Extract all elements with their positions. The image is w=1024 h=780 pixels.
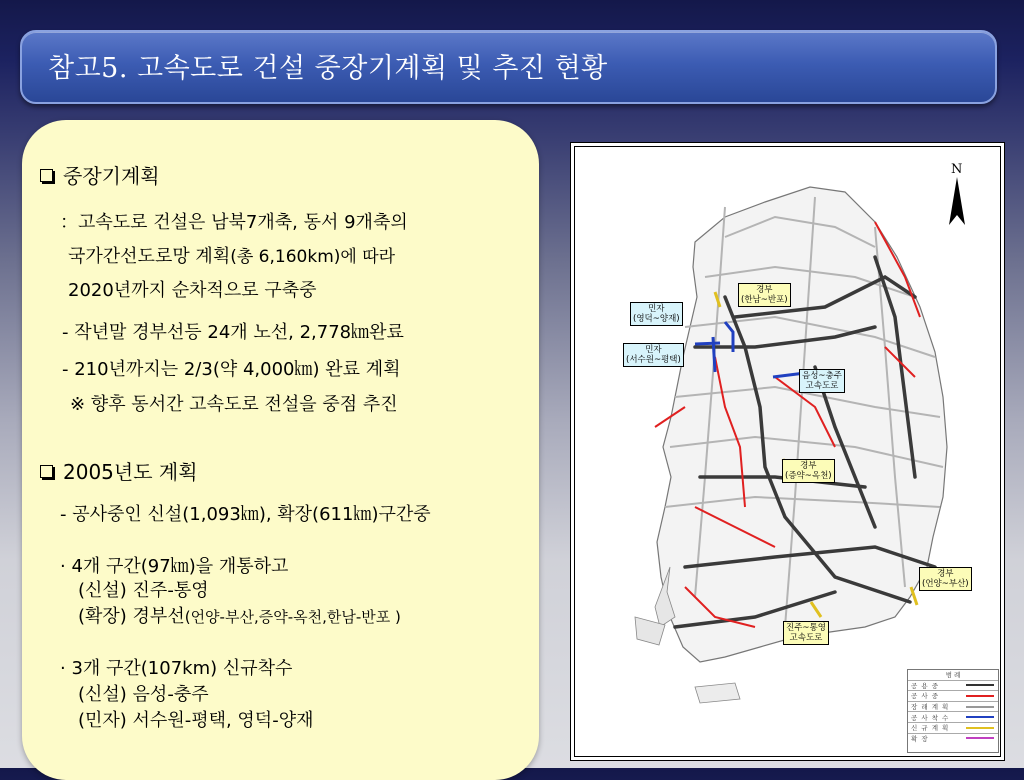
legend-row: 장 래 계 획 — [908, 702, 998, 713]
label-gyeongbu-jy: 경부 (증약~옥천) — [782, 459, 835, 483]
label-gyeongbu-hannam: 경부 (한남~반포) — [738, 283, 791, 307]
label-gyeongbu-eb: 경부 (언양~부산) — [919, 567, 972, 591]
legend-row: 신 규 계 획 — [908, 723, 998, 734]
north-arrow-icon — [949, 162, 965, 225]
bullet-line-2: · 3개 구간(107km) 신규착수 — [60, 658, 293, 679]
paragraph-line-3: 2020년까지 순차적으로 구축중 — [68, 280, 317, 301]
checkbox-bullet-icon — [40, 465, 53, 478]
section-heading-1: 중장기계획 — [40, 160, 160, 189]
bullet-line-1b: (확장) 경부선(언양-부산,증약-옥천,한남-반포 ) — [78, 606, 401, 627]
item-line-1: - 작년말 경부선등 24개 노선, 2,778㎞완료 — [62, 322, 404, 343]
map-legend — [907, 669, 999, 753]
legend-row: 공 사 착 수 — [908, 712, 998, 723]
map-frame — [574, 146, 1001, 757]
title-bar — [20, 30, 997, 104]
checkbox-bullet-icon — [40, 169, 53, 182]
svg-text:N: N — [951, 162, 963, 177]
bullet-line-1: · 4개 구간(97㎞)을 개통하고 — [60, 556, 289, 577]
section-heading-2: 2005년도 계획 — [40, 456, 198, 485]
item-line-2: - 210년까지는 2/3(약 4,000㎞) 완료 계획 — [62, 359, 401, 380]
bullet-line-2a: (신설) 음성-충주 — [78, 684, 209, 705]
note-line: ※ 향후 동서간 고속도로 전설을 중점 추진 — [70, 394, 398, 415]
label-minja-ss: 민자 (서수원~평택) — [623, 343, 684, 367]
bullet-line-1a: (신설) 진주-통영 — [78, 580, 209, 601]
legend-row: 확 장 — [908, 734, 998, 744]
page-title: 참고5. 고속도로 건설 중장기계획 및 추진 현황 — [48, 53, 608, 84]
legend-header: 범 례 — [908, 670, 998, 681]
korea-map-graphic — [575, 147, 1000, 756]
legend-row: 공 사 중 — [908, 691, 998, 702]
legend-row: 공 용 중 — [908, 681, 998, 692]
label-eumseong: 음성~충주 고속도로 — [799, 369, 845, 393]
text-panel — [22, 120, 539, 780]
label-jinju: 진주~통영 고속도로 — [783, 621, 829, 645]
label-minja-yd: 민자 (영덕~양재) — [630, 302, 683, 326]
expressway-map — [570, 142, 1005, 761]
paragraph-line-1: ：고속도로 건설은 남북7개축, 동서 9개축의 — [60, 212, 408, 233]
paragraph-line-2: 국가간선도로망 계획(총 6,160km)에 따라 — [68, 246, 396, 267]
item-line-4: - 공사중인 신설(1,093㎞), 확장(611㎞)구간중 — [60, 504, 431, 525]
bullet-line-2b: (민자) 서수원-평택, 영덕-양재 — [78, 710, 314, 731]
